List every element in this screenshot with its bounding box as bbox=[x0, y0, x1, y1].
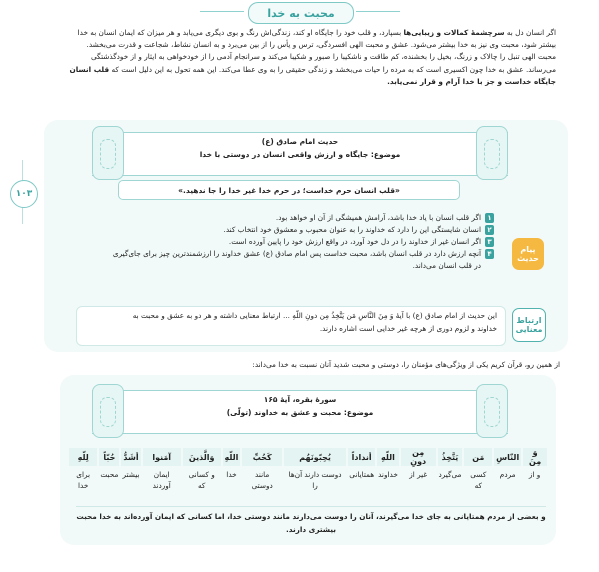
verse-translation bbox=[76, 510, 546, 536]
word-meaning: می‌گیرد bbox=[438, 470, 462, 479]
arabic-word: وَ مِنَ bbox=[522, 448, 547, 466]
verse-scroll-banner bbox=[92, 384, 508, 438]
translation-line: بیشتری دارند. bbox=[285, 525, 337, 534]
word-meaning: خداوند bbox=[378, 470, 398, 479]
divider bbox=[76, 506, 546, 507]
word-meaning: بیشتر bbox=[122, 470, 140, 479]
header-ornament-left bbox=[200, 11, 244, 12]
hadith-points bbox=[100, 212, 494, 272]
persian-meanings-row bbox=[68, 466, 547, 504]
arabic-word: أشَدُّ bbox=[120, 448, 141, 466]
intro-line: اگر انسان دل به سرچشمهٔ کمالات و زیبایی‌ها بسپارد، و قلب خود را جایگاه او کند، زندگی‌اش رنگ و بوی دیگری می‌یابد و هر میزان که ایمان انسان به خدا bbox=[77, 28, 556, 37]
arabic-word: اللّهِ bbox=[222, 448, 242, 466]
arabic-word: حُبّاً bbox=[98, 448, 120, 466]
intro-paragraph bbox=[44, 27, 556, 88]
connection-icon bbox=[512, 308, 546, 342]
word-meaning: دوست دارند آن‌ها را bbox=[288, 470, 342, 490]
mid-paragraph: از همین رو، قرآن کریم یکی از ویژگی‌های مؤمنان را، دوستی و محبت شدید آنان نسبت به خدا می‌داند: bbox=[252, 360, 560, 369]
verse-topic: موضوع: محبت و عشق به خداوند (تولّی) bbox=[226, 408, 374, 417]
list-item: ۴ آنچه ارزش دارد در قلب انسان باشد، محبت خداست پس امام صادق (ع) عشق خداوند را ارزشمندترین چیز برای جای‌گیری bbox=[100, 248, 494, 260]
arabic-word: اللّهِ bbox=[376, 448, 400, 466]
word-meaning: غیر از bbox=[409, 470, 428, 479]
hadith-scroll-banner bbox=[92, 126, 508, 180]
arabic-word: لِلّهِ bbox=[68, 448, 98, 466]
scroll-roll-right bbox=[476, 384, 508, 438]
page-number-marker bbox=[10, 160, 36, 224]
intro-line: بیشتر شود، محبت وی نیز به خدا بیشتر می‌شود. عشق و محبت الهی افسردگی، ترس و یأس را از بین می‌برد و به انسان نشاط، شجاعت و قدرت می‌بخشد. bbox=[86, 40, 556, 50]
arabic-word: النّاسِ bbox=[493, 448, 522, 466]
verse-title: سورهٔ بقره، آیهٔ ۱۶۵ bbox=[263, 395, 337, 404]
word-meaning: برای خدا bbox=[76, 470, 91, 490]
word-meaning: مانند دوستی bbox=[251, 470, 273, 490]
arabic-word: آمَنوا bbox=[142, 448, 182, 466]
arabic-word: مِن دونِ bbox=[400, 448, 437, 466]
hadith-topic: موضوع: جایگاه و ارزش واقعی انسان در دوستی با خدا bbox=[199, 150, 401, 159]
scroll-roll-right bbox=[476, 126, 508, 180]
scroll-roll-left bbox=[92, 384, 124, 438]
word-meaning: خدا bbox=[226, 470, 237, 479]
scroll-roll-left bbox=[92, 126, 124, 180]
word-meaning: و از bbox=[528, 470, 541, 479]
intro-line: می‌رساند. عشق به خدا چون اکسیری است که به مرده را حیات می‌بخشد و زندگی حقیقی را به وی عطا می‌کند. این همه تحول به این دلیل است که قلب انسان bbox=[69, 64, 556, 74]
word-meaning: ایمان آوردند bbox=[152, 470, 171, 490]
section-title: محبت به خدا bbox=[267, 6, 335, 20]
word-meaning: و کسانی که bbox=[188, 470, 215, 490]
intro-line: محبت الهی تنبل را چالاک و زرنگ، بخیل را بخشنده، کم طاقت و ناشکیبا را صبور و شکیبا می‌کند و سرانجام آدمی را از خودخواهی به ایثار و از خودگذشتگی bbox=[90, 52, 556, 62]
message-icon-label: پیام حدیث bbox=[517, 245, 539, 263]
translation-line: و بعضی از مردم همتایانی به جای خدا می‌گیرند، آنان را دوست می‌دارند مانند دوستی خدا، اما کسانی که ایمان آورده‌اند به خدا محبت bbox=[76, 512, 546, 521]
arabic-word: یَتَّخِذُ bbox=[437, 448, 464, 466]
hadith-quote-text: «قلب انسان حرم خداست؛ در حرم خدا غیر خدا را جا ندهید.» bbox=[178, 185, 400, 195]
arabic-word: کَحُبِّ bbox=[241, 448, 282, 466]
connection-box bbox=[76, 306, 506, 346]
connection-line: خداوند و لزوم دوری از هرچه غیر خدایی است اشاره دارند. bbox=[319, 324, 497, 333]
arabic-word: مَن bbox=[463, 448, 493, 466]
arabic-word: أنداداً bbox=[347, 448, 376, 466]
word-meaning: محبت bbox=[100, 470, 119, 479]
hadith-title: حدیث امام صادق (ع) bbox=[261, 137, 339, 146]
word-translation-table bbox=[67, 448, 547, 504]
connection-line: این حدیث از امام صادق (ع) با آیهٔ وَ مِنَ النَّاسِ مَن یَتَّخِذُ مِن دونِ اللّهِ ... ارتباط معنایی داشته و هر دو به عشق و محبت به bbox=[132, 311, 497, 320]
word-meaning: کسی که bbox=[470, 470, 487, 490]
arabic-word: یُحِبّونَهُم bbox=[283, 448, 347, 466]
arabic-words-row bbox=[68, 448, 547, 466]
word-meaning: مردم bbox=[499, 470, 516, 479]
connection-icon-label: ارتباط معنایی bbox=[515, 316, 543, 334]
hadith-quote bbox=[118, 180, 460, 200]
header-ornament-right bbox=[356, 11, 400, 12]
message-icon bbox=[512, 238, 544, 270]
arabic-word: وَالَّذینَ bbox=[182, 448, 222, 466]
page-number: ۱۰۳ bbox=[10, 180, 38, 208]
intro-line: جایگاه خداست و جز با خدا آرام و قرار نمی‌یابد. bbox=[387, 76, 556, 86]
list-item: ۱ اگر قلب انسان با یاد خدا باشد، آرامش همیشگی از آن او خواهد بود. bbox=[100, 212, 494, 224]
section-title-banner bbox=[248, 2, 354, 24]
list-item: ۲ انسان شایستگی این را دارد که خداوند را به عنوان محبوب و معشوق خود انتخاب کند. bbox=[100, 224, 494, 236]
list-item: ۳ اگر انسان غیر از خداوند را در دل خود آورد، در واقع ارزش خود را پایین آورده است. bbox=[100, 236, 494, 248]
list-item: در قلب انسان می‌داند. bbox=[412, 261, 481, 270]
word-meaning: همتایانی bbox=[349, 470, 375, 479]
